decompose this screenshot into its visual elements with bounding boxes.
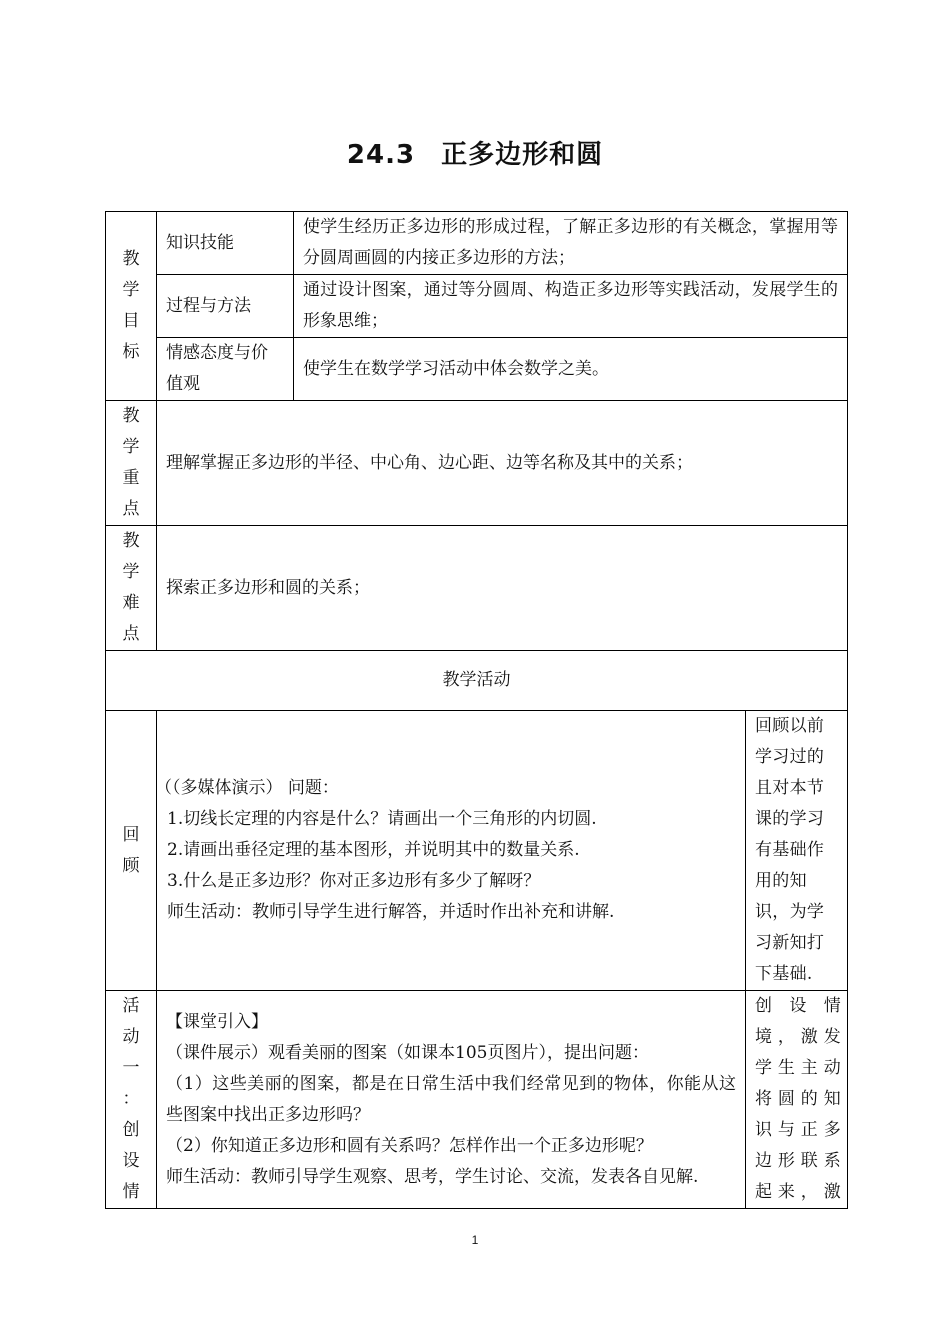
activity-line: （2）你知道正多边形和圆有关系吗？怎样作出一个正多边形呢？ — [166, 1135, 653, 1156]
objective-row-attitude — [106, 338, 848, 401]
objective-name: 过程与方法 — [157, 275, 294, 338]
activity-line: 师生活动：教师引导学生观察、思考，学生讨论、交流，发表各自见解. — [166, 1166, 699, 1187]
label-char: 设 — [122, 1151, 140, 1171]
lesson-plan-table — [105, 211, 848, 1209]
objective-name: 情感态度与价值观 — [157, 338, 294, 401]
label-char: 重 — [122, 468, 140, 488]
review-line: 1.切线长定理的内容是什么？请画出一个三角形的内切圆. — [167, 809, 597, 829]
label-char: 一 — [122, 1058, 140, 1078]
activity-line: （课件展示）观看美丽的图案（如课本105页图片），提出问题： — [166, 1042, 649, 1063]
label-char: 活 — [122, 996, 140, 1016]
review-line: 师生活动：教师引导学生进行解答，并适时作出补充和讲解. — [167, 902, 615, 922]
label-char: 目 — [122, 311, 140, 331]
section-title: 正多边形和圆 — [441, 140, 604, 170]
activity-one-row — [106, 991, 848, 1209]
activities-header-row — [106, 651, 848, 711]
key-point-content: 理解掌握正多边形的半径、中心角、边心距、边等名称及其中的关系； — [157, 401, 848, 526]
label-char: 点 — [122, 624, 140, 644]
label-char: 回 — [122, 824, 140, 845]
label-char: 学 — [122, 280, 140, 300]
label-char: 教 — [122, 531, 140, 551]
activity-line: （1）这些美丽的图案，都是在日常生活中我们经常见到的物体，你能从这些图案中找出正多边形吗？ — [166, 1073, 736, 1125]
label-char: 情 — [122, 1182, 140, 1202]
activity-one-label — [106, 991, 157, 1209]
activities-header: 教学活动 — [106, 651, 848, 711]
label-char: 难 — [122, 593, 140, 613]
label-char: 学 — [122, 562, 140, 582]
section-number: 24.3 — [346, 140, 416, 170]
objective-content: 使学生在数学学习活动中体会数学之美。 — [294, 338, 848, 401]
label-char: ： — [122, 1089, 140, 1109]
key-point-row — [106, 401, 848, 526]
objective-content: 通过设计图案，通过等分圆周、构造正多边形等实践活动，发展学生的形象思维； — [294, 275, 848, 338]
objective-name: 知识技能 — [157, 212, 294, 275]
review-line: 2.请画出垂径定理的基本图形，并说明其中的数量关系. — [167, 840, 580, 860]
difficulty-row — [106, 526, 848, 651]
label-char: 标 — [122, 342, 140, 362]
label-char: 教 — [122, 249, 140, 269]
activity-heading: 【课堂引入】 — [166, 1011, 268, 1032]
review-row — [106, 711, 848, 991]
objectives-label — [106, 212, 157, 401]
label-char: 点 — [122, 499, 140, 519]
page-number: 1 — [471, 1233, 479, 1247]
label-char: 顾 — [122, 855, 140, 876]
review-content — [157, 711, 746, 991]
difficulty-content: 探索正多边形和圆的关系； — [157, 526, 848, 651]
objective-row-knowledge — [106, 212, 848, 275]
label-char: 教 — [122, 406, 140, 426]
review-label — [106, 711, 157, 991]
difficulty-label — [106, 526, 157, 651]
objective-row-process — [106, 275, 848, 338]
review-note: 回顾以前学习过的且对本节课的学习有基础作用的知识，为学习新知打下基础. — [746, 711, 848, 991]
objective-content: 使学生经历正多边形的形成过程，了解正多边形的有关概念，掌握用等分圆周画圆的内接正多边形的方法； — [294, 212, 848, 275]
key-point-label — [106, 401, 157, 526]
label-char: 创 — [122, 1120, 140, 1140]
activity-one-note: 创设情境，激发学生主动将圆的知识与正多边形联系起来，激 — [746, 991, 848, 1209]
page-title — [0, 134, 950, 171]
label-char: 学 — [122, 437, 140, 457]
review-line: （（多媒体演示） 问题： — [155, 778, 339, 798]
activity-one-content — [157, 991, 746, 1209]
review-line: 3.什么是正多边形？你对正多边形有多少了解呀？ — [167, 871, 541, 891]
label-char: 动 — [122, 1027, 140, 1047]
